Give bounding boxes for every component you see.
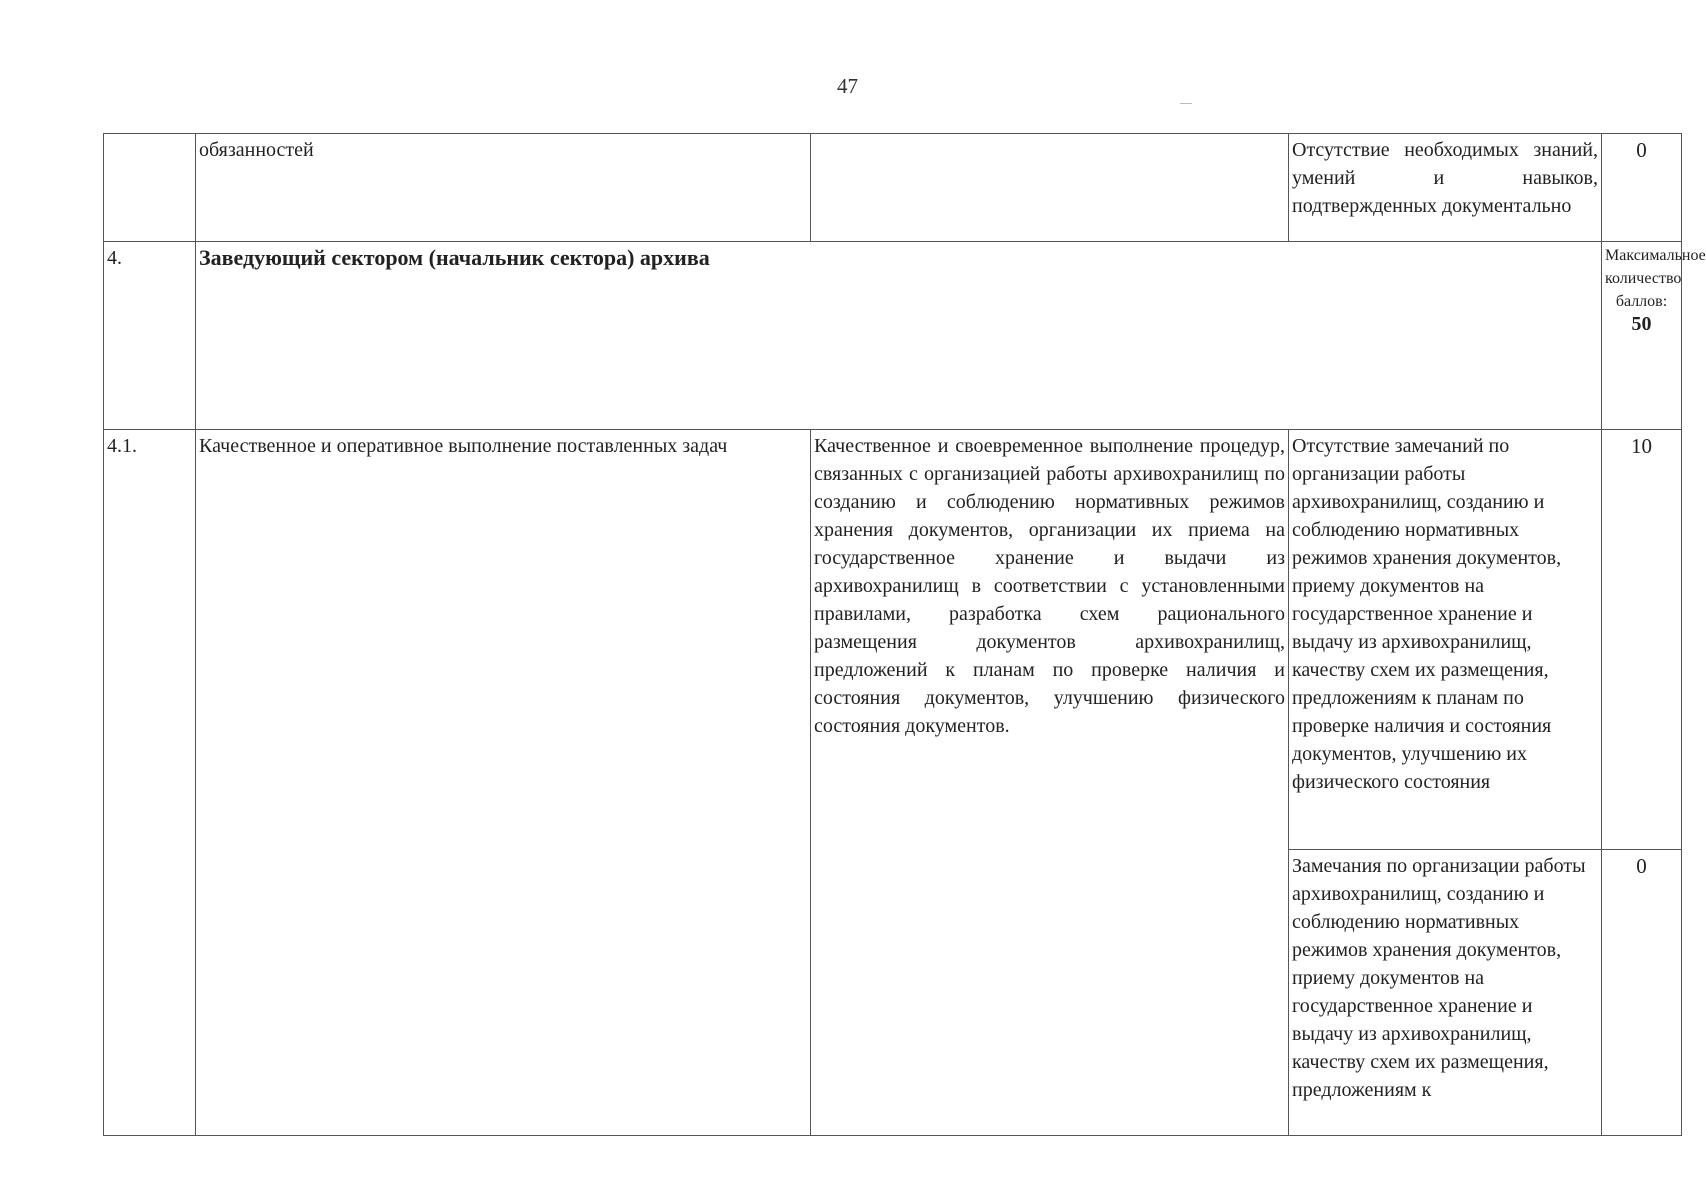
- evaluation-table: [103, 133, 1706, 1136]
- item-measure-2-text: Замечания по организации работы архивохранилищ, созданию и соблюдению нормативных режимов хранения документов, приему документов на государственное хранение и выдачу из архивохранилищ, качеству схем их размещения, предложениям к: [1292, 855, 1586, 1101]
- cell-item-indicator: [811, 430, 1289, 1136]
- table-row-4-1: [104, 430, 1682, 850]
- item-number: 4.1.: [107, 435, 137, 457]
- item-score-1-value: 10: [1631, 434, 1652, 458]
- criterion-text: обязанностей: [199, 139, 314, 161]
- cell-item-score-1: [1602, 430, 1682, 850]
- table-row-section-header: [104, 242, 1682, 430]
- max-score-label: Максимальное количество баллов:: [1605, 247, 1706, 310]
- cell-score: [1602, 134, 1682, 242]
- page-number: 47: [837, 74, 858, 98]
- item-indicator-text: Качественное и своевременное выполнение процедур, связанных с организацией работы архивохранилищ по созданию и соблюдению нормативных режимов хранения документов, организации их приема на государственное хранение и выдачи из архивохранилищ в соответствии с установленными правилами, разработка схем рационального размещения документов архивохранилищ, предложений к планам по проверке наличия и состояния документов, улучшению физического состояния документов.: [814, 435, 1285, 737]
- max-score-value: 50: [1631, 313, 1652, 335]
- cell-item-number: [104, 430, 196, 1136]
- cell-section-number: [104, 242, 196, 430]
- item-criterion-text: Качественное и оперативное выполнение поставленных задач: [199, 435, 728, 457]
- cell-item-criterion: [196, 430, 811, 1136]
- measure-text: Отсутствие необходимых знаний, умений и навыков, подтвержденных документально: [1292, 139, 1598, 217]
- score-value: 0: [1636, 138, 1647, 162]
- table-row-continuation: [104, 134, 1682, 242]
- item-score-2-value: 0: [1636, 854, 1647, 878]
- cell-item-measure-1: [1289, 430, 1602, 850]
- cell-number-empty: [104, 134, 196, 242]
- cell-item-measure-2: [1289, 850, 1602, 1136]
- section-title: Заведующий сектором (начальник сектора) архива: [199, 245, 710, 270]
- cell-section-title: [196, 242, 1602, 430]
- cell-criterion: [196, 134, 811, 242]
- section-number: 4.: [107, 247, 122, 269]
- cell-item-score-2: [1602, 850, 1682, 1136]
- item-measure-1-text: Отсутствие замечаний по организации работы архивохранилищ, созданию и соблюдению нормативных режимов хранения документов, приему документов на государственное хранение и выдачу из архивохранилищ, качеству схем их размещения, предложениям к планам по проверке наличия и состояния документов, улучшению их физического состояния: [1292, 435, 1562, 793]
- cell-max-score: [1602, 242, 1706, 430]
- cell-measure: [1289, 134, 1602, 242]
- scan-mark: [1180, 103, 1192, 104]
- cell-indicator-empty: [811, 134, 1289, 242]
